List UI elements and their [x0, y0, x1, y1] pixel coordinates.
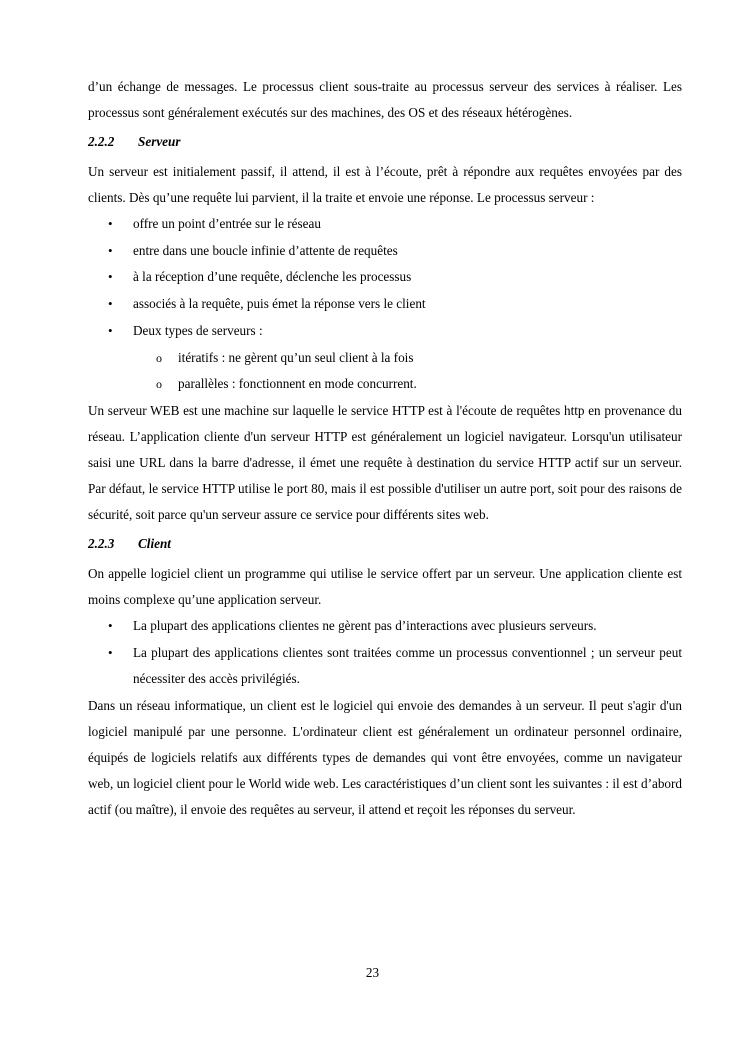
section-heading-client — [88, 531, 682, 557]
list-item: • à la réception d’une requête, déclenche les processus — [88, 264, 682, 291]
page-number: 23 — [365, 965, 380, 980]
section-heading-serveur — [88, 129, 682, 155]
client-bullet-list — [88, 613, 682, 693]
list-item: • La plupart des applications clientes ne gèrent pas d’interactions avec plusieurs serveurs. — [88, 613, 682, 640]
section-title: Serveur — [138, 134, 181, 149]
section-title: Client — [138, 535, 171, 551]
list-item: • La plupart des applications clientes sont traitées comme un processus conventionnel ; un serveur peut nécessiter des accès privilégiés. — [88, 640, 682, 693]
list-item: • Deux types de serveurs : — [88, 318, 682, 345]
client-paragraph-2: Dans un réseau informatique, un client est le logiciel qui envoie des demandes à un serveur. Il peut s'agir d'un logiciel manipulé par une personne. L'ordinateur client est généralement un ordinateur personnel ordinaire, équipés de logiciels relatifs aux différents types de demandes qui vont être envoyées, comme un navigateur web, un logiciel client pour le World wide web. Les caractéristiques d’un client sont les suivantes : il est d’abord actif (ou maître), il envoie des requêtes au serveur, il attend et reçoit les réponses du serveur. — [88, 698, 682, 818]
list-item: • offre un point d’entrée sur le réseau — [88, 211, 682, 238]
sub-list-item: o itératifs : ne gèrent qu’un seul client à la fois — [88, 345, 682, 372]
serveur-paragraph-1: Un serveur est initialement passif, il attend, il est à l’écoute, prêt à répondre aux requêtes envoyées par des clients. Dès qu’une requête lui parvient, il la traite et envoie une réponse. Le processus serveur : — [88, 164, 682, 205]
document-page — [88, 74, 682, 823]
sub-list-item: o parallèles : fonctionnent en mode concurrent. — [88, 371, 682, 398]
server-types-sublist — [88, 345, 682, 398]
intro-paragraph: d’un échange de messages. Le processus client sous-traite au processus serveur des services à réaliser. Les processus sont généralement exécutés sur des machines, des OS et des réseaux hétérogènes. — [88, 79, 682, 120]
serveur-bullet-list — [88, 211, 682, 345]
section-number: 2.2.2 — [88, 134, 115, 149]
section-number: 2.2.3 — [88, 535, 115, 551]
serveur-paragraph-2: Un serveur WEB est une machine sur laquelle le service HTTP est à l'écoute de requêtes http en provenance du réseau. L’application cliente d'un serveur HTTP est généralement un logiciel navigateur. Lorsqu'un utilisateur saisi une URL dans la barre d'adresse, il émet une requête à destination du service HTTP actif sur un serveur. Par défaut, le service HTTP utilise le port 80, mais il est possible d'utiliser un autre port, soit pour des raisons de sécurité, soit parce qu'un serveur assure ce service pour différents sites web. — [88, 402, 682, 522]
client-paragraph-1: On appelle logiciel client un programme qui utilise le service offert par un serveur. Une application cliente est moins complexe qu’une application serveur. — [88, 565, 682, 607]
list-item: • associés à la requête, puis émet la réponse vers le client — [88, 291, 682, 318]
list-item: • entre dans une boucle infinie d’attente de requêtes — [88, 238, 682, 265]
